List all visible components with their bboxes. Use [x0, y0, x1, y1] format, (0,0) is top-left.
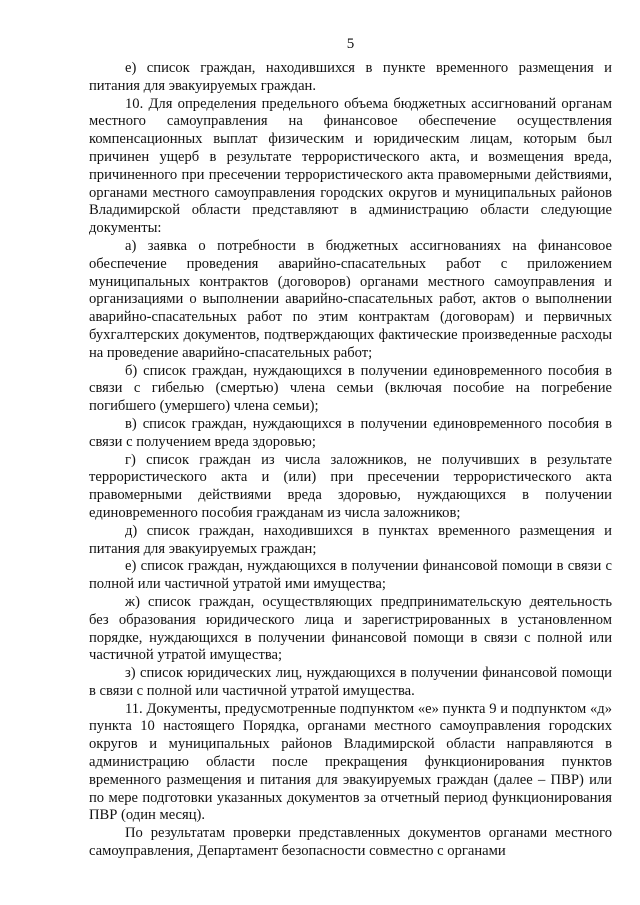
paragraph-clause-10: 10. Для определения предельного объема бюджетных ассигнований органам местного самоуправления на финансовое обеспечение осуществления компенсационных выплат физическим и юридическим лицам, которым был причинен ущерб в результате террористического акта, и возмещения вреда, причиненного при пресечении террористического акта правомерными действиями, органами местного самоуправления городских округов и муниципальных районов Владимирской области представляют в администрацию области следующие документы: [89, 95, 612, 237]
page-number: 5 [346, 36, 355, 52]
paragraph-item-e2: е) список граждан, нуждающихся в получении финансовой помощи в связи с полной или частичной утратой ими имущества; [89, 558, 612, 593]
paragraph-item-v: в) список граждан, нуждающихся в получении единовременного пособия в связи с получением вреда здоровью; [89, 415, 612, 450]
document-body [89, 60, 612, 861]
paragraph-clause-11: 11. Документы, предусмотренные подпунктом «е» пункта 9 и подпунктом «д» пункта 10 настоящего Порядка, органами местного самоуправления городских округов и муниципальных районов Владимирской области направляются в администрацию области после прекращения функционирования пунктов временного размещения и питания для эвакуируемых граждан (далее – ПВР) или по мере подготовки указанных документов за отчетный период функционирования ПВР (один месяц). [89, 700, 612, 824]
paragraph-final: По результатам проверки представленных документов органами местного самоуправления, Департамент безопасности совместно с органами [89, 825, 612, 860]
paragraph-item-z: з) список юридических лиц, нуждающихся в получении финансовой помощи в связи с полной или частичной утратой имущества. [89, 665, 612, 699]
paragraph-item-e: е) список граждан, находившихся в пункте временного размещения и питания для эвакуируемых граждан. [89, 60, 612, 94]
paragraph-item-b: б) список граждан, нуждающихся в получении единовременного пособия в связи с гибелью (смертью) члена семьи (включая пособие на погребение погибшего (умершего) члена семьи); [89, 362, 612, 415]
paragraph-item-a: а) заявка о потребности в бюджетных ассигнованиях на финансовое обеспечение проведения аварийно-спасательных работ с приложением муниципальных контрактов (договоров) органами местного самоуправления и организациями о выполнении аварийно-спасательных работ, актов о выполнении аварийно-спасательных работ по этим контрактам (договорам) и первичных бухгалтерских документов, подтверждающих фактические произведенные расходы на проведение аварийно-спасательных работ; [89, 237, 612, 361]
paragraph-item-g: г) список граждан из числа заложников, не получивших в результате террористического акта и (или) при пресечении террористического акта правомерными действиями вреда здоровью, нуждающихся в получении единовременного пособия гражданам из числа заложников; [89, 451, 612, 521]
paragraph-item-d: д) список граждан, находившихся в пунктах временного размещения и питания для эвакуируемых граждан; [89, 522, 612, 557]
paragraph-item-zh: ж) список граждан, осуществляющих предпринимательскую деятельность без образования юридического лица и зарегистрированных в установленном порядке, нуждающихся в получении финансовой помощи в связи с полной или частичной утратой имущества; [89, 593, 612, 664]
